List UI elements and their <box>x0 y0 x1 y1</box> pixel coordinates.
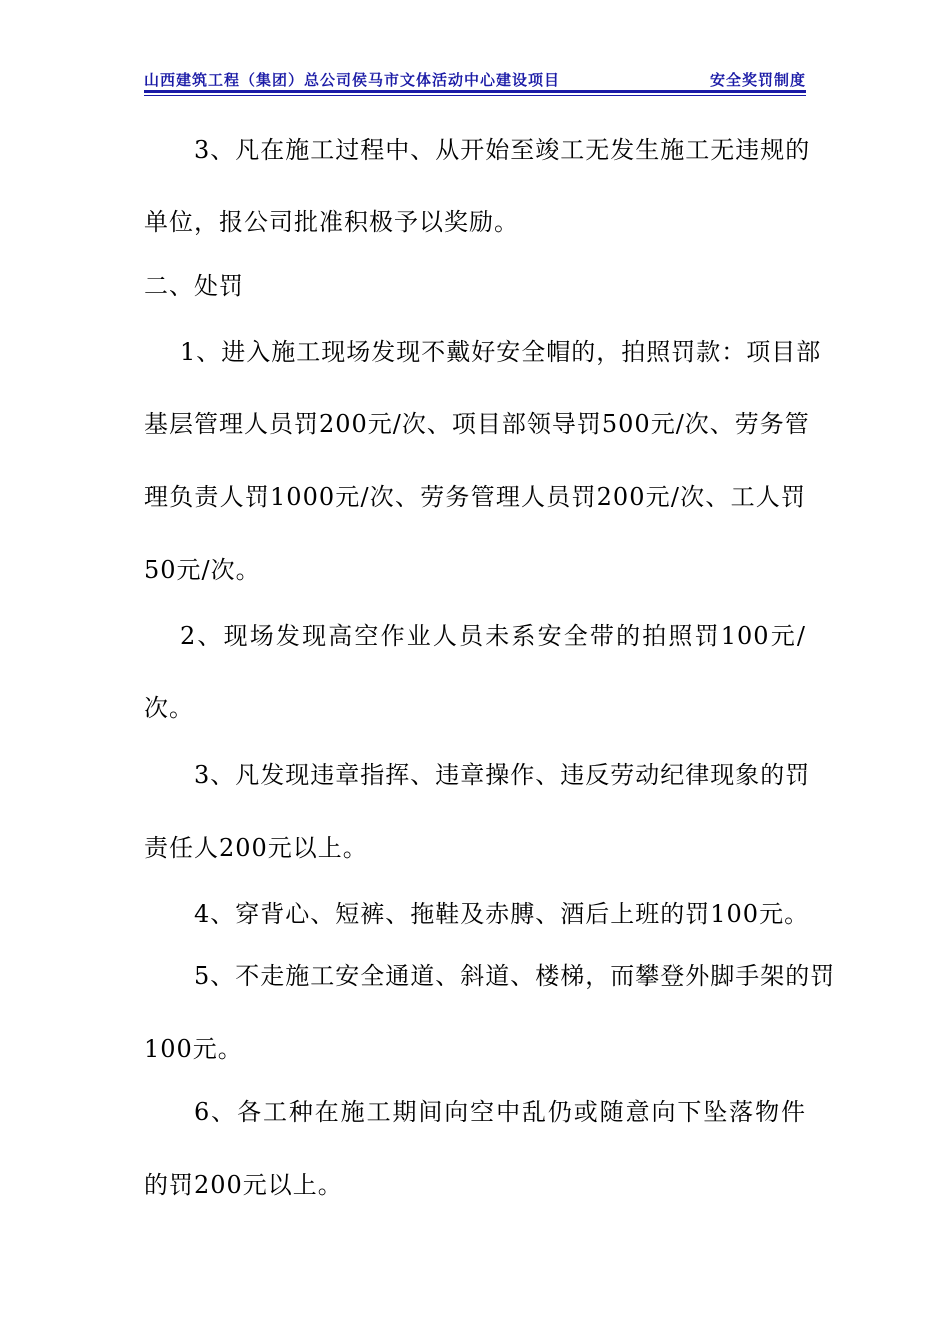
running-header <box>144 62 806 90</box>
section-heading: 二、处罚 <box>144 272 244 300</box>
paragraph-line: 4、穿背心、短裤、拖鞋及赤膊、酒后上班的罚100元。 <box>194 900 810 928</box>
paragraph-line: 3、凡发现违章指挥、违章操作、违反劳动纪律现象的罚 <box>194 761 811 789</box>
paragraph-line: 100元。 <box>144 1035 243 1063</box>
paragraph-line: 理负责人罚1000元/次、劳务管理人员罚200元/次、工人罚 <box>144 483 806 511</box>
header-rule-thick <box>144 90 806 93</box>
paragraph-line: 的罚200元以上。 <box>144 1171 343 1199</box>
header-document-title: 安全奖罚制度 <box>709 71 806 89</box>
paragraph-line: 次。 <box>144 694 194 722</box>
paragraph-line: 1、进入施工现场发现不戴好安全帽的，拍照罚款：项目部 <box>180 338 822 366</box>
header-project-title: 山西建筑工程（集团）总公司侯马市文体活动中心建设项目 <box>144 71 561 89</box>
paragraph-line: 6、各工种在施工期间向空中乱仍或随意向下坠落物件 <box>194 1098 806 1126</box>
header-rule-thin <box>144 95 806 96</box>
paragraph-line: 50元/次。 <box>144 556 261 584</box>
paragraph-line: 单位，报公司批准积极予以奖励。 <box>144 208 519 236</box>
paragraph-line: 2、现场发现高空作业人员未系安全带的拍照罚100元/ <box>180 622 806 650</box>
paragraph-line: 责任人200元以上。 <box>144 834 368 862</box>
paragraph-line: 基层管理人员罚200元/次、项目部领导罚500元/次、劳务管 <box>144 410 810 438</box>
paragraph-line: 5、不走施工安全通道、斜道、楼梯，而攀登外脚手架的罚 <box>194 962 836 990</box>
paragraph-line: 3、凡在施工过程中、从开始至竣工无发生施工无违规的 <box>194 136 811 164</box>
